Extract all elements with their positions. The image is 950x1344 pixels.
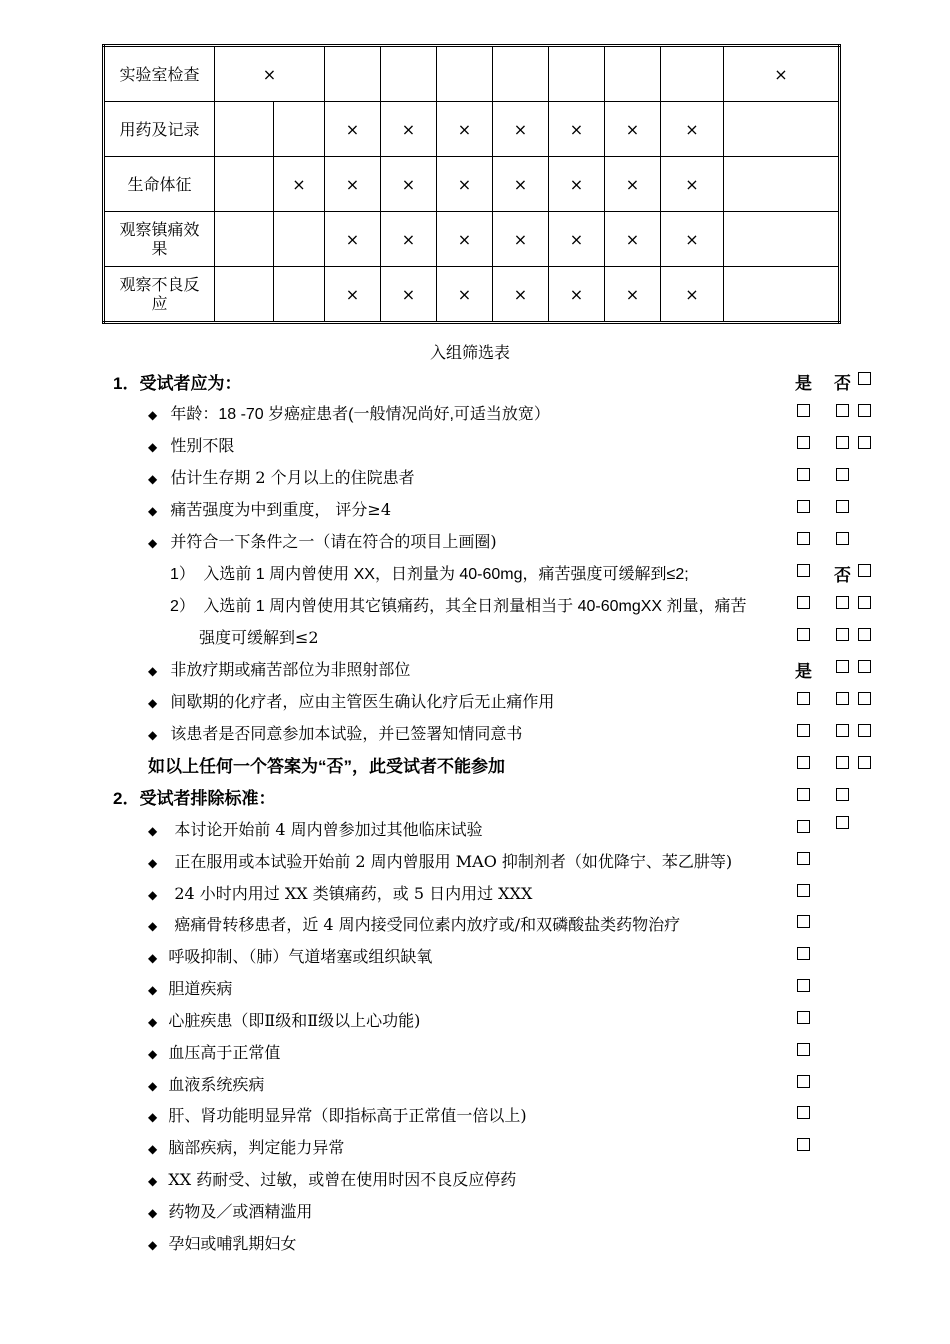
list-item <box>148 657 410 680</box>
no-checkbox[interactable] <box>836 816 849 829</box>
item-text: 该患者是否同意参加本试验，并已签署知情同意书 <box>170 724 523 743</box>
list-item <box>148 401 550 424</box>
no-checkbox[interactable] <box>836 468 849 481</box>
row-label: 实验室检查 <box>104 46 215 102</box>
list-item <box>148 465 415 488</box>
yes-checkbox[interactable] <box>797 532 810 545</box>
yes-checkbox[interactable] <box>797 596 810 609</box>
list-item <box>148 721 522 744</box>
list-item <box>148 1072 264 1095</box>
row-label-text: 观察不良反应 <box>119 275 200 313</box>
bullet-icon: ◆ <box>148 1047 158 1061</box>
no-checkbox[interactable] <box>858 692 871 705</box>
yes-checkbox[interactable] <box>797 1106 810 1119</box>
mark-cell: × <box>381 102 437 157</box>
item-text: 血压高于正常值 <box>168 1043 281 1062</box>
no-checkbox[interactable] <box>858 404 871 417</box>
list-item <box>148 689 554 712</box>
list-item <box>148 912 680 935</box>
mark-cell: × <box>325 157 381 212</box>
row-label <box>104 212 215 267</box>
yes-checkbox[interactable] <box>797 692 810 705</box>
mark-cell: × <box>437 102 493 157</box>
mark-cell: × <box>493 157 549 212</box>
bullet-icon: ◆ <box>148 504 158 518</box>
mark-cell: × <box>437 212 493 267</box>
item-text: 胆道疾病 <box>168 979 233 998</box>
no-checkbox[interactable] <box>836 436 849 449</box>
yes-checkbox[interactable] <box>797 468 810 481</box>
no-checkbox[interactable] <box>836 788 849 801</box>
list-item <box>148 944 432 967</box>
yes-checkbox[interactable] <box>797 404 810 417</box>
bullet-icon: ◆ <box>148 1015 158 1029</box>
bullet-icon: ◆ <box>148 696 158 710</box>
list-item <box>148 529 497 552</box>
list-item <box>170 561 689 584</box>
yes-checkbox[interactable] <box>797 852 810 865</box>
yes-label: 是 <box>795 662 812 681</box>
no-checkbox[interactable] <box>858 724 871 737</box>
bullet-icon: ◆ <box>148 888 158 902</box>
row-label-text: 观察镇痛效果 <box>119 220 200 258</box>
bullet-icon: ◆ <box>148 472 158 486</box>
bullet-icon: ◆ <box>148 1174 158 1188</box>
item-text: 呼吸抑制、（肺）气道堵塞或组织缺氧 <box>168 947 433 966</box>
list-item <box>148 1135 344 1158</box>
yes-checkbox[interactable] <box>797 1043 810 1056</box>
item-text: 癌痛骨转移患者，近 4 周内接受同位素内放疗或/和双磷酸盐类药物治疗 <box>174 915 681 934</box>
item-text: 入选前 1 周内曾使用其它镇痛药，其全日剂量相当于 40-60mgXX 剂量，痛苦 <box>203 598 747 615</box>
no-checkbox[interactable] <box>836 756 849 769</box>
bullet-icon: ◆ <box>148 1142 158 1156</box>
bullet-icon: ◆ <box>148 1238 158 1252</box>
no-checkbox[interactable] <box>836 660 849 673</box>
mark-cell: × <box>325 212 381 267</box>
item-text: 本讨论开始前 4 周内曾参加过其他临床试验 <box>174 820 483 839</box>
item-text: 药物及／或酒精滥用 <box>168 1202 313 1221</box>
bullet-icon: ◆ <box>148 440 158 454</box>
mark-cell: × <box>381 157 437 212</box>
section2-heading: 2．受试者排除标准： <box>113 789 276 808</box>
list-item <box>148 1040 280 1063</box>
list-item <box>148 849 732 872</box>
list-item <box>148 1103 527 1126</box>
bullet-icon: ◆ <box>148 951 158 965</box>
item-text: 性别不限 <box>170 436 235 455</box>
mark-cell: × <box>493 212 549 267</box>
table-row <box>104 46 840 102</box>
mark-cell: × <box>549 212 605 267</box>
yes-checkbox[interactable] <box>797 947 810 960</box>
mark-cell: × <box>549 157 605 212</box>
yes-checkbox[interactable] <box>797 915 810 928</box>
item-text: 心脏疾患（即Ⅱ级和Ⅱ级以上心功能) <box>168 1011 421 1030</box>
mark-cell: × <box>437 157 493 212</box>
yes-checkbox[interactable] <box>797 1011 810 1024</box>
list-item <box>148 497 391 520</box>
yes-checkbox[interactable] <box>797 979 810 992</box>
yes-checkbox[interactable] <box>797 756 810 769</box>
schedule-table <box>102 44 841 324</box>
no-checkbox[interactable] <box>858 596 871 609</box>
no-checkbox[interactable] <box>858 628 871 641</box>
list-item <box>148 881 532 904</box>
exclusion-note: 如以上任何一个答案为“否”，此受试者不能参加 <box>148 757 505 776</box>
item-text: 24 小时内用过 XX 类镇痛药，或 5 日内用过 XXX <box>174 884 533 903</box>
list-item <box>148 1167 516 1190</box>
item-text: XX 药耐受、过敏，或曾在使用时因不良反应停药 <box>168 1170 517 1189</box>
no-checkbox[interactable] <box>836 532 849 545</box>
list-item <box>170 593 747 616</box>
no-checkbox[interactable] <box>836 500 849 513</box>
bullet-icon: ◆ <box>148 919 158 933</box>
yes-checkbox[interactable] <box>797 788 810 801</box>
mark-cell: × <box>493 267 549 323</box>
list-item <box>148 1231 296 1254</box>
item-text: 正在服用或本试验开始前 2 周内曾服用 MAO 抑制剂者（如优降宁、苯乙肼等) <box>174 852 733 871</box>
yes-checkbox[interactable] <box>797 436 810 449</box>
form-title: 入组筛选表 <box>429 343 510 362</box>
mark-cell: × <box>325 267 381 323</box>
mark-cell: × <box>381 212 437 267</box>
mark-cell: × <box>724 46 840 102</box>
mark-cell: × <box>493 102 549 157</box>
table-row <box>104 157 840 212</box>
item-continuation: 强度可缓解到≤2 <box>199 628 319 647</box>
mark-cell: × <box>661 102 724 157</box>
item-text: 痛苦强度为中到重度， 评分≥4 <box>170 500 392 519</box>
bullet-icon: ◆ <box>148 664 158 678</box>
bullet-icon: ◆ <box>148 408 158 422</box>
no-label: 否 <box>834 374 851 393</box>
item-text: 并符合一下条件之一（请在符合的项目上画圈) <box>170 532 497 551</box>
list-item <box>148 1008 420 1031</box>
mark-cell: × <box>605 267 661 323</box>
no-checkbox[interactable] <box>858 660 871 673</box>
mark-cell: × <box>605 212 661 267</box>
item-text: 血液系统疾病 <box>168 1075 265 1094</box>
yes-checkbox[interactable] <box>797 564 810 577</box>
list-item <box>148 976 232 999</box>
table-row <box>104 212 840 267</box>
list-item <box>148 817 483 840</box>
bullet-icon: ◆ <box>148 824 158 838</box>
yes-checkbox[interactable] <box>797 884 810 897</box>
mark-cell: × <box>605 157 661 212</box>
no-checkbox[interactable] <box>858 436 871 449</box>
no-checkbox[interactable] <box>858 564 871 577</box>
no-checkbox[interactable] <box>836 404 849 417</box>
yes-label: 是 <box>795 374 812 393</box>
row-label: 生命体征 <box>104 157 215 212</box>
mark-cell: × <box>215 46 325 102</box>
no-checkbox[interactable] <box>836 724 849 737</box>
no-checkbox[interactable] <box>858 372 871 385</box>
bullet-icon: ◆ <box>148 536 158 550</box>
bullet-icon: ◆ <box>148 728 158 742</box>
bullet-icon: ◆ <box>148 1110 158 1124</box>
mark-cell: × <box>661 267 724 323</box>
list-item <box>148 433 234 456</box>
bullet-icon: ◆ <box>148 1079 158 1093</box>
bullet-icon: ◆ <box>148 1206 158 1220</box>
table-row <box>104 267 840 323</box>
mark-cell: × <box>274 157 325 212</box>
mark-cell: × <box>605 102 661 157</box>
list-item <box>148 1199 312 1222</box>
mark-cell: × <box>437 267 493 323</box>
item-text: 肝、肾功能明显异常（即指标高于正常值一倍以上) <box>168 1106 527 1125</box>
mark-cell: × <box>661 212 724 267</box>
bullet-icon: ◆ <box>148 983 158 997</box>
mark-cell: × <box>325 102 381 157</box>
yes-checkbox[interactable] <box>797 820 810 833</box>
no-checkbox[interactable] <box>836 628 849 641</box>
sub-number: 2） <box>170 598 195 615</box>
item-text: 非放疗期或痛苦部位为非照射部位 <box>170 660 411 679</box>
mark-cell: × <box>381 267 437 323</box>
no-label: 否 <box>834 566 851 585</box>
yes-checkbox[interactable] <box>797 724 810 737</box>
yes-checkbox[interactable] <box>797 500 810 513</box>
item-text: 入选前 1 周内曾使用 XX，日剂量为 40-60mg，痛苦强度可缓解到≤2; <box>203 566 689 583</box>
no-checkbox[interactable] <box>858 756 871 769</box>
row-label <box>104 267 215 323</box>
row-label: 用药及记录 <box>104 102 215 157</box>
bullet-icon: ◆ <box>148 856 158 870</box>
yes-checkbox[interactable] <box>797 628 810 641</box>
yes-checkbox[interactable] <box>797 1138 810 1151</box>
no-checkbox[interactable] <box>836 596 849 609</box>
item-text: 间歇期的化疗者，应由主管医生确认化疗后无止痛作用 <box>170 692 555 711</box>
table-row <box>104 102 840 157</box>
item-text: 年龄：18 -70 岁癌症患者(一般情况尚好,可适当放宽） <box>170 406 550 423</box>
section1-heading: 1．受试者应为： <box>113 374 242 393</box>
mark-cell: × <box>549 267 605 323</box>
yes-checkbox[interactable] <box>797 1075 810 1088</box>
mark-cell: × <box>661 157 724 212</box>
item-text: 孕妇或哺乳期妇女 <box>168 1234 297 1253</box>
item-text: 估计生存期 2 个月以上的住院患者 <box>170 468 415 487</box>
mark-cell: × <box>549 102 605 157</box>
no-checkbox[interactable] <box>836 692 849 705</box>
item-text: 脑部疾病，判定能力异常 <box>168 1138 345 1157</box>
sub-number: 1） <box>170 566 195 583</box>
